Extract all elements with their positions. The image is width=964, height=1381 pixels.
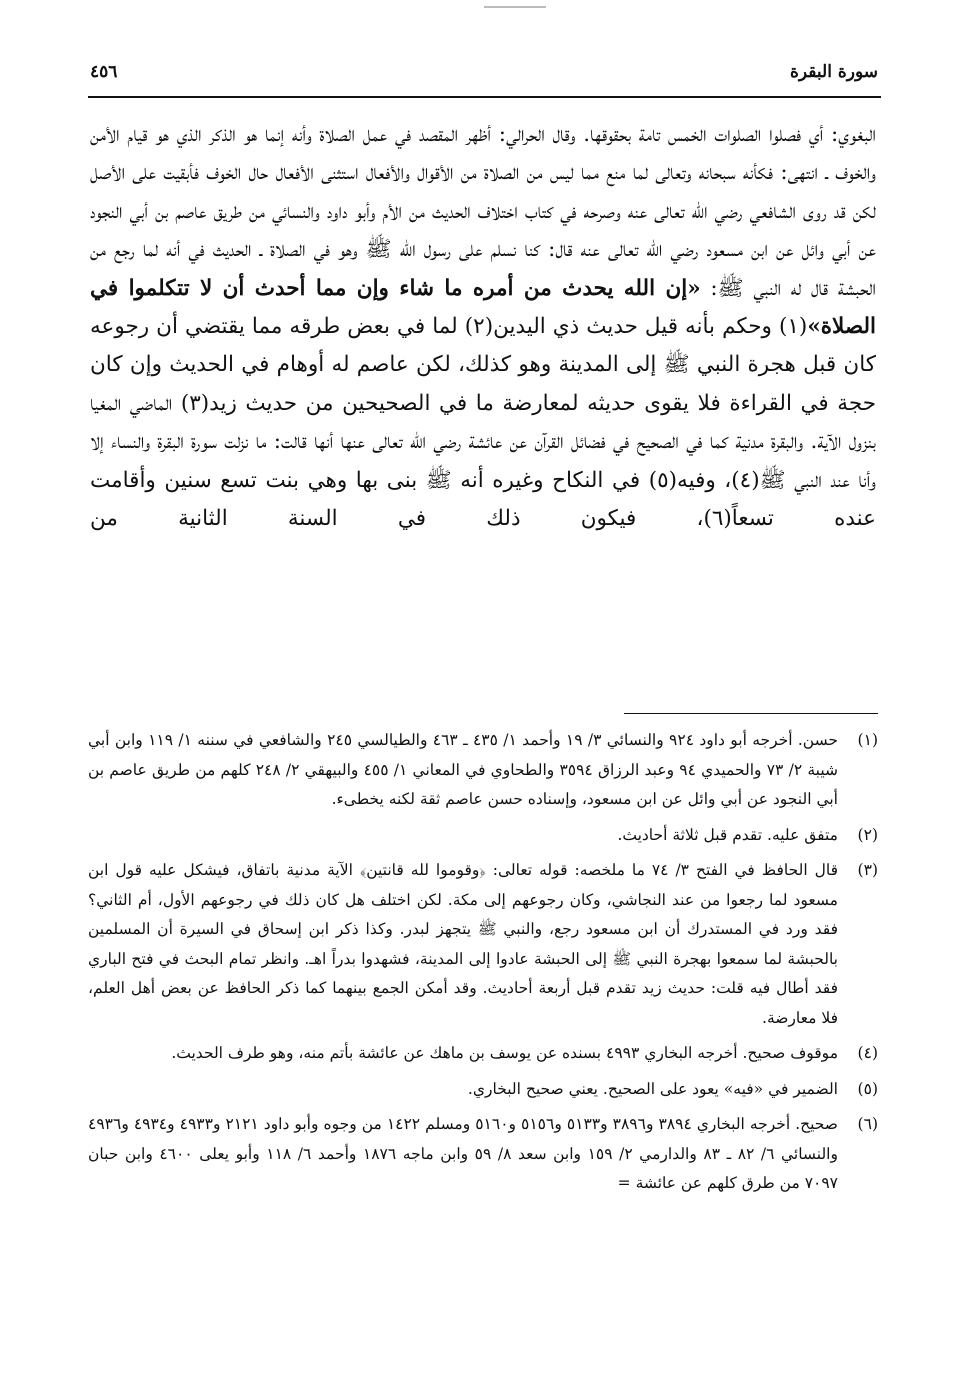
- paragraph-1: البغوي: أي فصلوا الصلوات الخمس تامة بحقوقها. وقال الحرالي: أظهر المقصد في عمل الصلاة وأنه إنما هو الذكر الذي هو قيام الأمن والخوف ـ انتهى: فكأنه سبحانه وتعالى لما منع مما ليس من الصلاة من الأقوال والأفعال استثنى الأفعال حال الخوف فأبقيت على الأصل لكن قد روى الشافعي رضي الله تعالى عنه وصرحه في كتاب اختلاف الحديث من الأم وأبو داود والنسائي من طريق عاصم بن أبي النجود عن أبي وائل عن ابن مسعود رضي الله تعالى عنه قال: كنا نسلم على رسول الله ﷺ وهو في الصلاة ـ الحديث في أنه لما رجع من الحبشة قال له النبي ﷺ:: [90, 122, 877, 301]
- footnote: [88, 726, 878, 815]
- footnote-number: (١): [857, 731, 878, 749]
- footnote-number: (٤): [857, 1044, 878, 1062]
- footnote-divider: [624, 713, 878, 714]
- footnote: [88, 856, 878, 1033]
- footnote: [88, 821, 878, 851]
- paragraph-2: (١) وحكم بأنه قيل حديث ذي اليدين(٢) لما في بعض طرقه مما يقتضي أن رجوعه كان قبل هجرة النبي ﷺ إلى المدينة وهو كذلك، لكن عاصم له أوهام في الحديث وإن كان حجة في القراءة فلا يقوى حديثه لمعارضة ما في الصحيحين من حديث زيد(٣) الماضي المغيا بنزول الآية. والبقرة مدنية كما في الصحيح في فضائل القرآن عن عائشة رضي الله تعالى عنها أنها قالت: ما نزلت سورة البقرة والنساء إلا وأنا عند النبي ﷺ(٤)، وفيه(٥) في النكاح وغيره أنه ﷺ بنى بها وهي بنت تسع سنين وأقامت عنده تسعاً(٦)، فيكون ذلك في السنة الثانية من: [90, 314, 876, 532]
- footnote-text: حسن. أخرجه أبو داود ٩٢٤ والنسائي ٣/ ١٩ وأحمد ١/ ٤٣٥ ـ ٤٦٣ والطيالسي ٢٤٥ والشافعي في سننه ١/ ١١٩ وابن أبي شيبة ٢/ ٧٣ والحميدي ٩٤ وعبد الرزاق ٣٥٩٤ والطحاوي في المعاني ١/ ٤٥٥ والبيهقي ٢/ ٢٤٨ كلهم من طريق عاصم بن أبي النجود عن أبي وائل عن ابن مسعود، وإسناده حسن عاصم ثقة لكنه يخطىء.: [88, 731, 838, 808]
- main-paragraph: [90, 116, 876, 538]
- footnote-text: متفق عليه. تقدم قبل ثلاثة أحاديث.: [617, 825, 838, 844]
- footnote: [88, 1110, 878, 1199]
- footnote-text: الضمير في «فيه» يعود على الصحيح. يعني صحيح البخاري.: [467, 1079, 838, 1098]
- footnote-text: صحيح. أخرجه البخاري ٣٨٩٤ و٣٨٩٦ و٥١٣٣ و٥١٥٦ و٥١٦٠ ومسلم ١٤٢٢ من وجوه وأبو داود ٢١٢١ و٤٩٣٣ و٤٩٣٤ و٤٩٣٦ والنسائي ٦/ ٨٢ ـ ٨٣ والدارمي ٢/ ١٥٩ وابن سعد ٨/ ٥٩ وابن ماجه ١٨٧٦ وأحمد ٦/ ١١٨ وأبو يعلى ٤٦٠٠ وابن حبان ٧٠٩٧ من طرق كلهم عن عائشة =: [88, 1115, 838, 1192]
- footnote-number: (٦): [857, 1115, 878, 1133]
- footnote-number: (٥): [857, 1079, 878, 1098]
- surah-title: سورة البقرة: [790, 62, 878, 82]
- top-decorative-rule: [484, 6, 546, 8]
- hadith-quote: «إن الله يحدث من أمره ما شاء وإن مما أحدث أن لا تتكلموا في الصلاة»: [90, 275, 877, 340]
- footnote: [88, 1039, 878, 1069]
- header-divider: [88, 96, 881, 98]
- footnote-number: (٢): [857, 825, 878, 844]
- footnote-number: (٣): [857, 861, 878, 879]
- page-number: ٤٥٦: [90, 62, 118, 82]
- footnote: [88, 1075, 878, 1105]
- footnote-text: قال الحافظ في الفتح ٣/ ٧٤ ما ملخصه: قوله تعالى: ﴿وقوموا لله قانتين﴾ الآية مدنية باتفاق، فيشكل عليه قول ابن مسعود لما رجعوا من عند النجاشي، وكان رجوعهم إلى مكة. لكن اختلف هل كان ذلك في رجوعهم الأول، أم الثاني؟ فقد ورد في المستدرك أن ابن مسعود رجع، والنبي ﷺ يتجهز لبدر. وكذا ذكر ابن إسحاق في السيرة أن المسلمين بالحبشة لما سمعوا بهجرة النبي ﷺ إلى الحبشة عادوا إلى المدينة، فشهدوا بدراً اهـ. وانظر تمام البحث في فتح الباري فقد أطال فيه قلت: حديث زيد تقدم قبل أربعة أحاديث. وقد أمكن الجمع بينهما كما ذكر الحافظ عن بعض أهل العلم، فلا معارضة.: [88, 861, 838, 1027]
- page-header: [90, 62, 878, 82]
- footnotes: [88, 726, 878, 1205]
- footnote-text: موقوف صحيح. أخرجه البخاري ٤٩٩٣ بسنده عن يوسف بن ماهك عن عائشة بأتم منه، وهو طرف الحديث.: [171, 1044, 838, 1062]
- main-text: [90, 116, 876, 538]
